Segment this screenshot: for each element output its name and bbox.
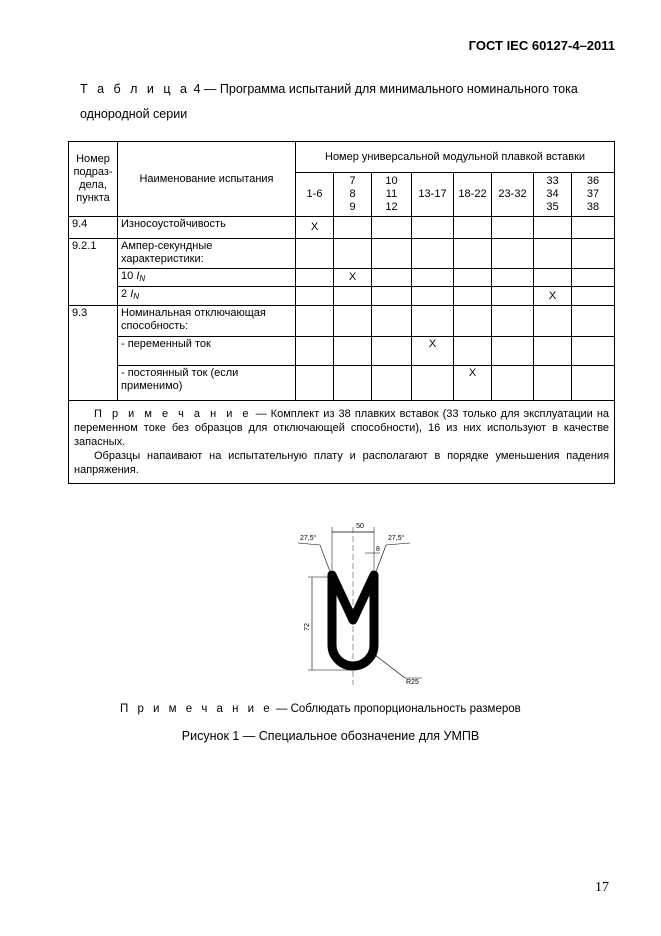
mark-cell: X bbox=[454, 366, 492, 401]
header-test-name: Наименование испытания bbox=[118, 142, 296, 217]
page-number: 17 bbox=[595, 880, 609, 895]
table-caption bbox=[80, 77, 600, 127]
mark-cell: X bbox=[296, 217, 334, 239]
table-note-text-1: — Комплект из 38 плавких вставок (33 только для эксплуатации на переменном токе без образцов для отключающей способности), 16 из них используют в качестве запасных. bbox=[74, 408, 610, 448]
subheader-cell: 10 11 12 bbox=[372, 173, 412, 217]
subheader-cell: 7 8 9 bbox=[334, 173, 372, 217]
dim-stroke-label: 8 bbox=[376, 546, 380, 553]
table-caption-label: Т а б л и ц а bbox=[80, 82, 190, 96]
row-number: 9.3 bbox=[69, 306, 118, 401]
row-name: Износоустойчивость bbox=[118, 217, 296, 239]
table-caption-number: 4 bbox=[193, 82, 201, 96]
figure-note-text: — Соблюдать пропорциональность размеров bbox=[275, 703, 521, 715]
subheader-cell: 18-22 bbox=[454, 173, 492, 217]
subheader-cell: 23-32 bbox=[492, 173, 534, 217]
row-number: 9.2.1 bbox=[69, 239, 118, 306]
header-fuse-numbers: Номер универсальной модульной плавкой вставки bbox=[296, 142, 615, 173]
row-name: 10 $I_N$ bbox=[118, 269, 296, 287]
mark-cell: X bbox=[412, 337, 454, 366]
row-name: 2 $I_N$ bbox=[118, 287, 296, 306]
table-caption-text-1: — Программа испытаний для минимального номинального тока bbox=[203, 82, 578, 96]
row-name: - переменный ток bbox=[118, 337, 296, 366]
dim-radius-label: R25 bbox=[406, 679, 419, 686]
mark-cell: X bbox=[334, 269, 372, 287]
dim-height-label: 72 bbox=[304, 623, 311, 631]
mark-cell: X bbox=[534, 287, 572, 306]
subheader-cell: 1-6 bbox=[296, 173, 334, 217]
dim-angle-left-label: 27,5° bbox=[300, 535, 317, 542]
figure-note-label: П р и м е ч а н и е bbox=[120, 703, 273, 715]
figure-note bbox=[120, 703, 521, 715]
document-code: ГОСТ IEC 60127-4–2011 bbox=[468, 38, 615, 53]
table-caption-text-2: однородной серии bbox=[80, 107, 188, 121]
row-name: - постоянный ток (если применимо) bbox=[118, 366, 296, 401]
table-note-text-2: Образцы напаивают на испытательную плату и располагают в порядке уменьшения падения напряжения. bbox=[74, 450, 610, 476]
test-program-table bbox=[68, 141, 615, 484]
table-note bbox=[69, 401, 615, 484]
subheader-cell: 33 34 35 bbox=[534, 173, 572, 217]
fuse-symbol-drawing bbox=[280, 515, 440, 690]
row-name: Ампер-секундные характеристики: bbox=[118, 239, 296, 269]
subheader-cell: 36 37 38 bbox=[572, 173, 615, 217]
figure-caption: Рисунок 1 — Специальное обозначение для УМПВ bbox=[181, 729, 480, 743]
row-number: 9.4 bbox=[69, 217, 118, 239]
row-name: Номинальная отключающая способность: bbox=[118, 306, 296, 337]
table-note-label: П р и м е ч а н и е bbox=[94, 408, 252, 420]
subheader-cell: 13-17 bbox=[412, 173, 454, 217]
dim-width-label: 50 bbox=[356, 523, 364, 530]
header-section-number: Номер подраз-дела, пункта bbox=[69, 142, 118, 217]
dim-angle-right-label: 27,5° bbox=[388, 535, 405, 542]
